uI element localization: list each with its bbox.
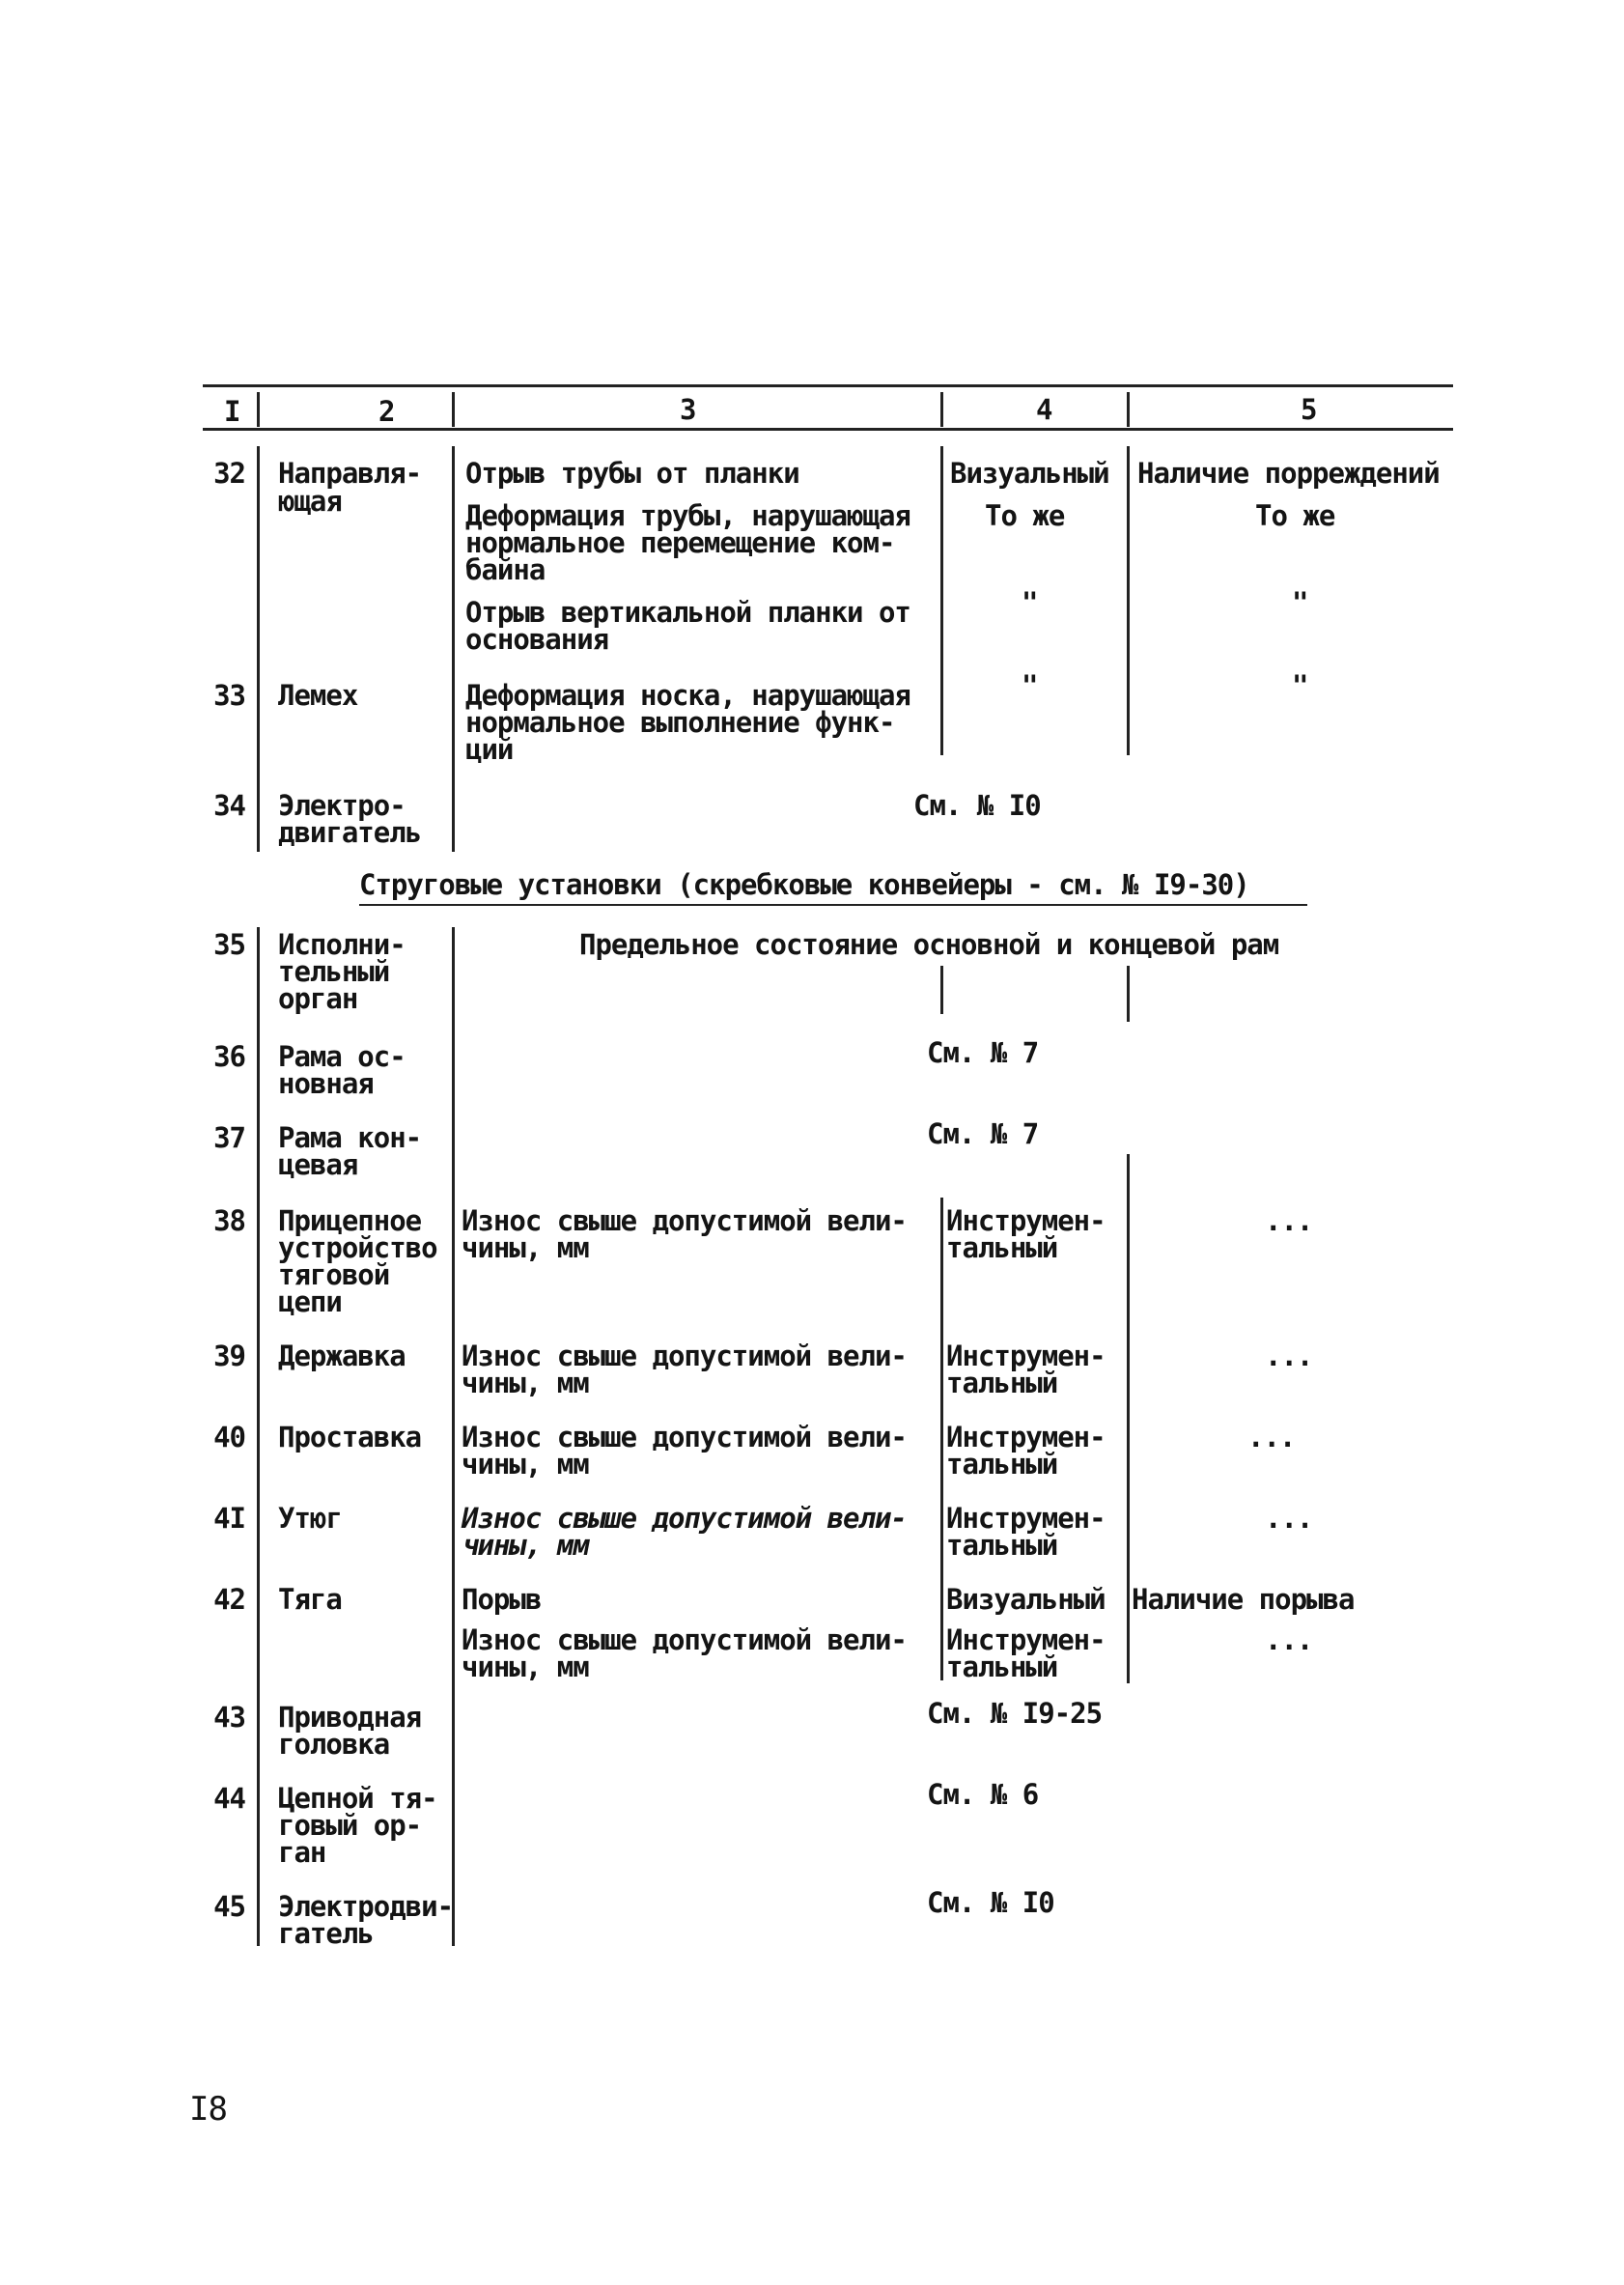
row-38-number: 38 — [213, 1204, 245, 1237]
col-sep-1 — [257, 446, 260, 852]
row-32-criterion-1: Наличие порреждений — [1137, 457, 1440, 490]
row-42-defect-2: Износ свыше допустимой вели- чины, мм — [462, 1623, 907, 1683]
row-36-reference: См. № 7 — [927, 1036, 1039, 1069]
section-heading-underline — [359, 904, 1307, 906]
row-42-method-2: Инструмен- тальный — [946, 1623, 1106, 1683]
row-42-name: Тяга — [278, 1583, 342, 1616]
row-32-criterion-3: " — [1292, 586, 1308, 619]
table-top-rule — [203, 384, 1453, 387]
row-34-number: 34 — [213, 789, 245, 822]
header-col-1: I — [224, 395, 240, 428]
row-32-method-3: " — [1022, 586, 1038, 619]
row-35-name: Исполни- тельный орган — [278, 928, 406, 1015]
row-40-criterion: ... — [1247, 1421, 1296, 1453]
header-sep-2 — [452, 392, 455, 427]
header-sep-4 — [1127, 392, 1130, 427]
row-40-defect: Износ свыше допустимой вели- чины, мм — [462, 1421, 907, 1481]
row-40-name: Проставка — [278, 1421, 422, 1453]
row-33-name: Лемех — [278, 679, 358, 712]
row-37-name: Рама кон- цевая — [278, 1121, 422, 1181]
row-43-name: Приводная головка — [278, 1701, 422, 1761]
row-33-method-1: " — [1022, 669, 1038, 702]
row-37-number: 37 — [213, 1121, 245, 1154]
row-32-name: Направля- ющая — [278, 457, 422, 518]
row-41-criterion: ... — [1265, 1502, 1313, 1535]
row-43-reference: См. № I9-25 — [927, 1697, 1103, 1730]
row-39-name: Державка — [278, 1340, 406, 1372]
header-col-3: 3 — [680, 393, 696, 426]
row-42-defect-1: Порыв — [462, 1583, 542, 1616]
row-32-criterion-2: То же — [1255, 499, 1335, 532]
header-col-4: 4 — [1036, 393, 1052, 426]
row-45-number: 45 — [213, 1890, 245, 1923]
row-37-reference: См. № 7 — [927, 1117, 1039, 1150]
row-34-reference: См. № I0 — [913, 789, 1041, 822]
row-33-number: 33 — [213, 679, 245, 712]
row-32-method-2: То же — [985, 499, 1065, 532]
row-41-defect: Износ свыше допустимой вели- чины, мм — [462, 1502, 907, 1562]
col-sep-3c — [940, 1198, 943, 1680]
section-heading: Струговые установки (скребковые конвейеры - см. № I9-30) — [359, 868, 1249, 901]
header-col-5: 5 — [1301, 393, 1317, 426]
row-42-criterion-1: Наличие порыва — [1132, 1583, 1355, 1616]
row-36-name: Рама ос- новная — [278, 1040, 406, 1100]
row-38-method: Инструмен- тальный — [946, 1204, 1106, 1264]
table-header-bottom-rule — [203, 428, 1453, 431]
row-45-name: Электродви- гатель — [278, 1890, 454, 1950]
row-39-method: Инструмен- тальный — [946, 1340, 1106, 1399]
row-43-number: 43 — [213, 1701, 245, 1734]
row-41-name: Утюг — [278, 1502, 342, 1535]
header-sep-1 — [257, 392, 260, 427]
row-34-name: Электро- двигатель — [278, 789, 422, 849]
row-35-number: 35 — [213, 928, 245, 961]
row-44-number: 44 — [213, 1782, 245, 1815]
col-sep-1b — [257, 927, 260, 1946]
row-32-defect-2: Деформация трубы, нарушающая нормальное перемещение ком- байна — [465, 499, 910, 586]
row-44-name: Цепной тя- говый ор- ган — [278, 1782, 437, 1869]
header-col-2: 2 — [378, 395, 395, 428]
row-38-name: Прицепное устройство тяговой цепи — [278, 1204, 437, 1318]
col-sep-4 — [1127, 446, 1130, 755]
row-44-reference: См. № 6 — [927, 1778, 1039, 1811]
col-sep-3b — [940, 966, 943, 1014]
row-41-number: 4I — [213, 1502, 245, 1535]
page-number: I8 — [189, 2090, 227, 2129]
col-sep-4c — [1127, 1154, 1130, 1683]
col-sep-3 — [940, 446, 943, 755]
row-39-number: 39 — [213, 1340, 245, 1372]
col-sep-2b — [452, 927, 455, 1946]
row-42-method-1: Визуальный — [946, 1583, 1106, 1616]
row-45-reference: См. № I0 — [927, 1886, 1054, 1919]
row-33-criterion-1: " — [1292, 669, 1308, 702]
row-32-defect-1: Отрыв трубы от планки — [465, 457, 799, 490]
row-38-criterion: ... — [1265, 1204, 1313, 1237]
row-35-reference: Предельное состояние основной и концевой рам — [579, 928, 1279, 961]
row-33-defect-1: Деформация носка, нарушающая нормальное выполнение функ- ций — [465, 679, 910, 766]
col-sep-2 — [452, 446, 455, 852]
row-36-number: 36 — [213, 1040, 245, 1073]
row-39-criterion: ... — [1265, 1340, 1313, 1372]
row-39-defect: Износ свыше допустимой вели- чины, мм — [462, 1340, 907, 1399]
row-42-number: 42 — [213, 1583, 245, 1616]
header-sep-3 — [940, 392, 943, 427]
row-40-number: 40 — [213, 1421, 245, 1453]
row-32-defect-3: Отрыв вертикальной планки от основания — [465, 596, 910, 656]
col-sep-4b — [1127, 966, 1130, 1022]
row-42-criterion-2: ... — [1265, 1623, 1313, 1656]
row-38-defect: Износ свыше допустимой вели- чины, мм — [462, 1204, 907, 1264]
row-40-method: Инструмен- тальный — [946, 1421, 1106, 1481]
row-32-method-1: Визуальный — [950, 457, 1109, 490]
row-41-method: Инструмен- тальный — [946, 1502, 1106, 1562]
row-32-number: 32 — [213, 457, 245, 490]
